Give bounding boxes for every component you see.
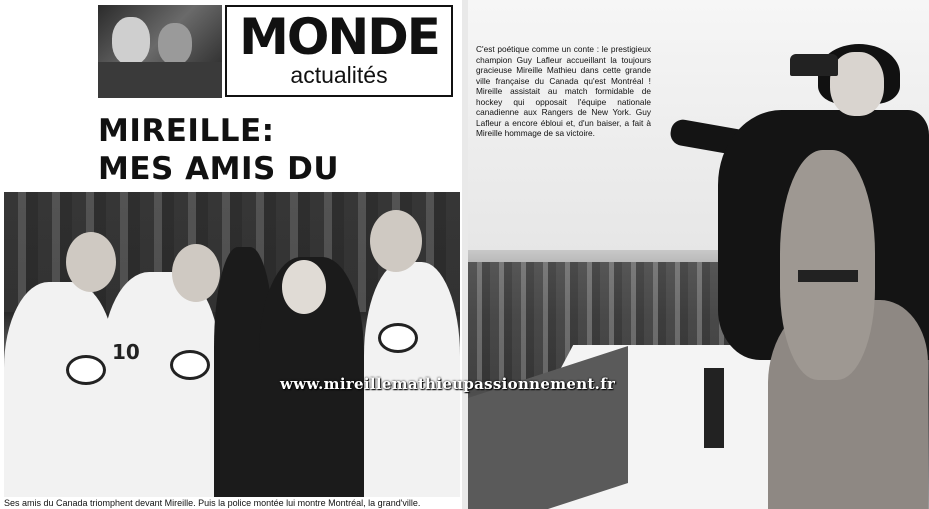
horse-head <box>780 150 875 380</box>
left-page <box>0 0 462 509</box>
masthead-subtitle: actualités <box>290 62 388 88</box>
mireille-face <box>830 52 884 116</box>
canadiens-logo <box>66 355 106 385</box>
masthead-box <box>225 5 453 97</box>
photo-caption: Ses amis du Canada triomphent devant Mireille. Puis la police montée lui montre Montréal, la grand'ville. <box>4 498 421 508</box>
jersey-number: 10 <box>112 340 140 364</box>
mountie-cap <box>790 54 838 76</box>
watermark-text: www.mireillemathieupassionnement.fr <box>280 375 616 393</box>
right-page <box>468 0 929 509</box>
horse-bridle <box>798 270 858 282</box>
article-intro-text: C'est poétique comme un conte : le prestigieux champion Guy Lafleur accueillant la toujours gracieuse Mireille Mathieu dans cette grande ville française du Canada qu'est Montréal ! Mireille assistait au match formidable de hockey qui opposait l'équipe nationale canadienne aux Rangers de New York. Guy Lafleur a encore ébloui et, d'un baiser, a fait à Mireille hommage de sa victoire. <box>476 44 651 138</box>
headline-line-1: MIREILLE: <box>98 113 275 149</box>
lamp-post <box>704 368 724 448</box>
masthead-thumbnail-photo <box>98 5 222 98</box>
canadiens-logo <box>378 323 418 353</box>
canadiens-logo <box>170 350 210 380</box>
masthead-title: MONDE <box>239 8 439 66</box>
headline-line-2: MES AMIS DU <box>98 151 340 187</box>
